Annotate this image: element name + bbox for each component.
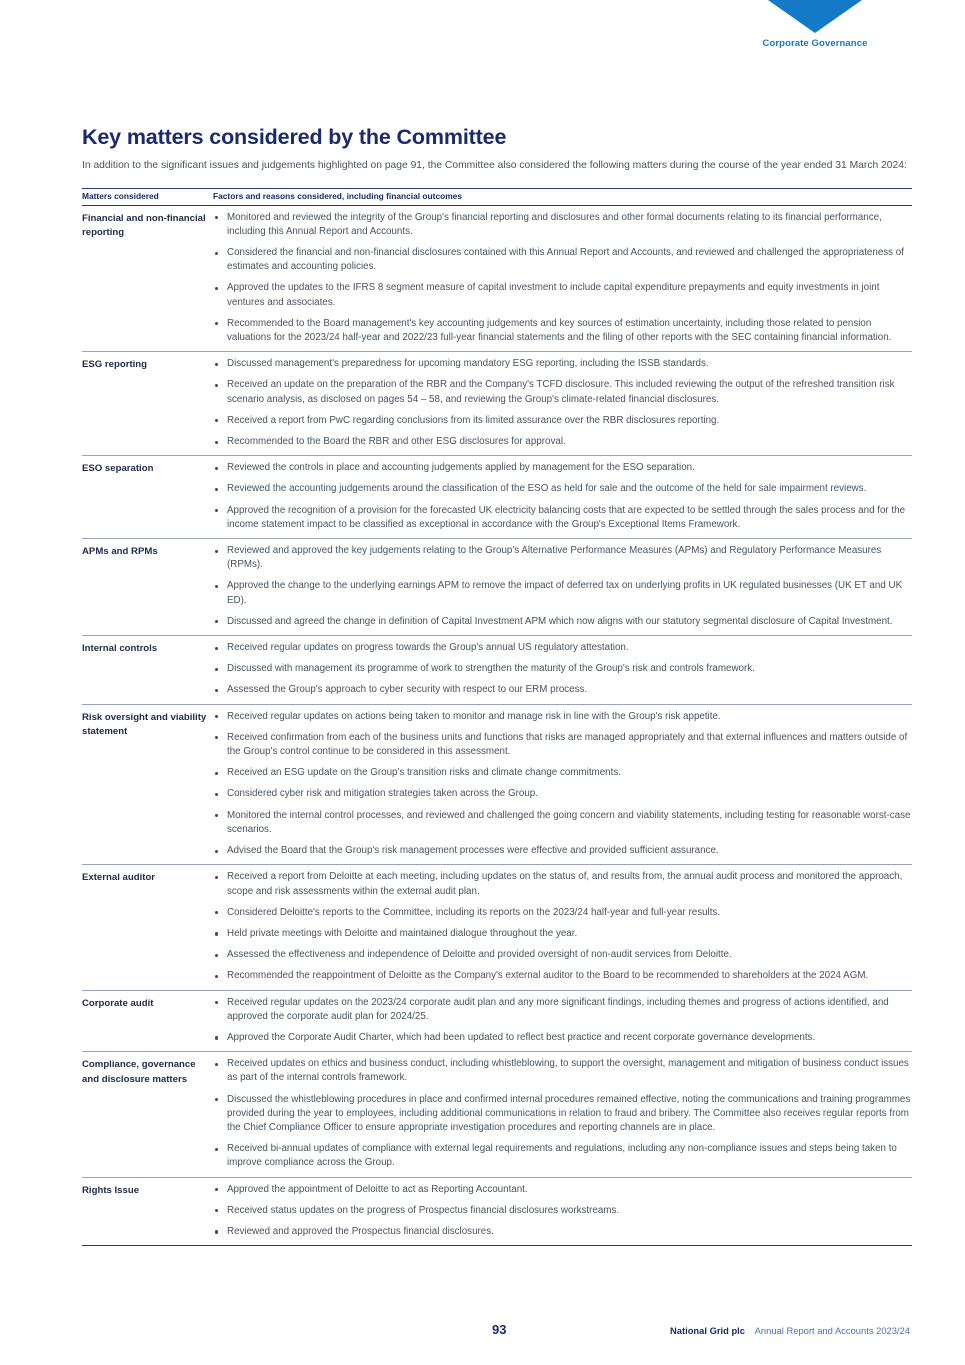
list-item: Recommended to the Board management's key accounting judgements and key sources of estimation uncertainty, including those related to pension valuations for the 2023/24 half-year and 2022/23 full-year financial statements and the filing of other reports with the SEC containing financial information. (213, 317, 912, 345)
factors-list (213, 357, 912, 449)
factors-cell (213, 1052, 912, 1177)
factors-list (213, 1057, 912, 1170)
factors-list (213, 870, 912, 983)
factors-cell (213, 636, 912, 705)
table-row (82, 539, 912, 636)
table-row (82, 352, 912, 456)
list-item: Approved the appointment of Deloitte to act as Reporting Accountant. (213, 1183, 912, 1197)
column-header-matters: Matters considered (82, 188, 213, 205)
matter-label: Financial and non-financial reporting (82, 205, 213, 352)
table-row (82, 1052, 912, 1177)
factors-list (213, 211, 912, 346)
table-body (82, 205, 912, 1246)
list-item: Monitored the internal control processes, and reviewed and challenged the going concern and viability statements, including testing for reasonable worst-case scenarios. (213, 809, 912, 837)
factors-list (213, 710, 912, 859)
factors-cell (213, 1177, 912, 1246)
list-item: Reviewed the accounting judgements around the classification of the ESO as held for sale and the outcome of the held for sale impairment reviews. (213, 482, 912, 496)
list-item: Discussed the whistleblowing procedures in place and confirmed internal procedures remained effective, noting the communications and training programmes provided during the year to employees, including additional communications in relation to fraud and bribery. The Committee also receives regular reports from the Chief Compliance Officer to ensure appropriate investigation procedures and reporting channels are in place. (213, 1093, 912, 1136)
factors-cell (213, 352, 912, 456)
page-title: Key matters considered by the Committee (82, 125, 507, 149)
table-row (82, 865, 912, 990)
matter-label: ESO separation (82, 456, 213, 539)
list-item: Recommended to the Board the RBR and other ESG disclosures for approval. (213, 435, 912, 449)
table-header-row (82, 188, 912, 205)
intro-paragraph: In addition to the significant issues and judgements highlighted on page 91, the Committee also considered the following matters during the course of the year ended 31 March 2024: (82, 160, 907, 171)
factors-list (213, 461, 912, 532)
table-row (82, 990, 912, 1052)
factors-cell (213, 865, 912, 990)
list-item: Considered cyber risk and mitigation strategies taken across the Group. (213, 787, 912, 801)
page-content (82, 125, 912, 1246)
section-tab-label: Corporate Governance (762, 38, 868, 49)
list-item: Assessed the effectiveness and independence of Deloitte and provided oversight of non-audit services from Deloitte. (213, 948, 912, 962)
list-item: Received an update on the preparation of the RBR and the Company's TCFD disclosure. This included reviewing the output of the refreshed transition risk scenario analysis, as disclosed on pages 54 – 58, and reviewing the Group's climate-related financial disclosures. (213, 378, 912, 406)
factors-cell (213, 539, 912, 636)
table-row (82, 1177, 912, 1246)
list-item: Received regular updates on the 2023/24 corporate audit plan and any more significant findings, including themes and progress of actions identified, and approved the corporate audit plan for 2024/25. (213, 996, 912, 1024)
list-item: Discussed management's preparedness for upcoming mandatory ESG reporting, including the ISSB standards. (213, 357, 912, 371)
column-header-factors: Factors and reasons considered, including financial outcomes (213, 188, 912, 205)
matter-label: APMs and RPMs (82, 539, 213, 636)
list-item: Recommended the reappointment of Deloitte as the Company's external auditor to the Board to be recommended to shareholders at the 2024 AGM. (213, 969, 912, 983)
matter-label: Corporate audit (82, 990, 213, 1052)
page-footer (82, 1322, 910, 1338)
table-row (82, 704, 912, 865)
report-title: Annual Report and Accounts 2023/24 (754, 1325, 910, 1336)
factors-cell (213, 704, 912, 865)
factors-cell (213, 205, 912, 352)
table-row (82, 205, 912, 352)
factors-list (213, 996, 912, 1046)
list-item: Received status updates on the progress of Prospectus financial disclosures workstreams. (213, 1204, 912, 1218)
list-item: Approved the Corporate Audit Charter, which had been updated to reflect best practice and recent corporate governance developments. (213, 1031, 912, 1045)
table-header (82, 188, 912, 205)
factors-cell (213, 456, 912, 539)
list-item: Received bi-annual updates of compliance with external legal requirements and regulations, including any non-compliance issues and steps being taken to improve compliance across the Group. (213, 1142, 912, 1170)
list-item: Reviewed the controls in place and accounting judgements applied by management for the ESO separation. (213, 461, 912, 475)
list-item: Received updates on ethics and business conduct, including whistleblowing, to support the oversight, management and mitigation of business conduct issues as part of the internal controls framework. (213, 1057, 912, 1085)
factors-list (213, 1183, 912, 1240)
company-name: National Grid plc (669, 1325, 745, 1336)
key-matters-table (82, 188, 912, 1247)
list-item: Approved the recognition of a provision for the forecasted UK electricity balancing costs that are expected to be settled through the sales process and for the income statement impact to be classified as exceptional in accordance with the Group's Exceptional Items Framework. (213, 504, 912, 532)
page-number: 93 (492, 1322, 507, 1337)
matter-label: Risk oversight and viability statement (82, 704, 213, 865)
factors-cell (213, 990, 912, 1052)
list-item: Received a report from PwC regarding conclusions from its limited assurance over the RBR disclosures reporting. (213, 414, 912, 428)
table-row (82, 456, 912, 539)
page-section-tab (720, 0, 910, 49)
list-item: Discussed with management its programme of work to strengthen the maturity of the Group's risk and controls framework. (213, 662, 912, 676)
list-item: Received regular updates on actions being taken to monitor and manage risk in line with the Group's risk appetite. (213, 710, 912, 724)
factors-list (213, 641, 912, 698)
list-item: Approved the updates to the IFRS 8 segment measure of capital investment to include capital expenditure prepayments and equity investments in joint ventures and associates. (213, 281, 912, 309)
matter-label: External auditor (82, 865, 213, 990)
matter-label: Compliance, governance and disclosure matters (82, 1052, 213, 1177)
list-item: Reviewed and approved the key judgements relating to the Group's Alternative Performance Measures (APMs) and Regulatory Performance Measures (RPMs). (213, 544, 912, 572)
list-item: Approved the change to the underlying earnings APM to remove the impact of deferred tax on underlying profits in UK regulated businesses (UK ET and UK ED). (213, 579, 912, 607)
list-item: Reviewed and approved the Prospectus financial disclosures. (213, 1225, 912, 1239)
list-item: Received regular updates on progress towards the Group's annual US regulatory attestation. (213, 641, 912, 655)
factors-list (213, 544, 912, 629)
list-item: Received an ESG update on the Group's transition risks and climate change commitments. (213, 766, 912, 780)
list-item: Received a report from Deloitte at each meeting, including updates on the status of, and results from, the annual audit process and monitored the approach, scope and risk assessments within the external audit plan. (213, 870, 912, 898)
table-row (82, 636, 912, 705)
matter-label: ESG reporting (82, 352, 213, 456)
list-item: Discussed and agreed the change in definition of Capital Investment APM which now aligns with our statutory segmental disclosure of Capital Investment. (213, 615, 912, 629)
list-item: Considered the financial and non-financial disclosures contained with this Annual Report and Accounts, and reviewed and challenged the appropriateness of estimates and accounting policies. (213, 246, 912, 274)
triangle-down-icon (768, 0, 862, 33)
list-item: Monitored and reviewed the integrity of the Group's financial reporting and disclosures and other formal documents relating to its financial performance, including this Annual Report and Accounts. (213, 211, 912, 239)
list-item: Held private meetings with Deloitte and maintained dialogue throughout the year. (213, 927, 912, 941)
matter-label: Rights Issue (82, 1177, 213, 1246)
list-item: Considered Deloitte's reports to the Committee, including its reports on the 2023/24 half-year and full-year results. (213, 906, 912, 920)
list-item: Advised the Board that the Group's risk management processes were effective and provided sufficient assurance. (213, 844, 912, 858)
matter-label: Internal controls (82, 636, 213, 705)
list-item: Assessed the Group's approach to cyber security with respect to our ERM process. (213, 683, 912, 697)
list-item: Received confirmation from each of the business units and functions that risks are managed appropriately and that external influences and matters outside of the Group's control continue to be considered in this assessment. (213, 731, 912, 759)
